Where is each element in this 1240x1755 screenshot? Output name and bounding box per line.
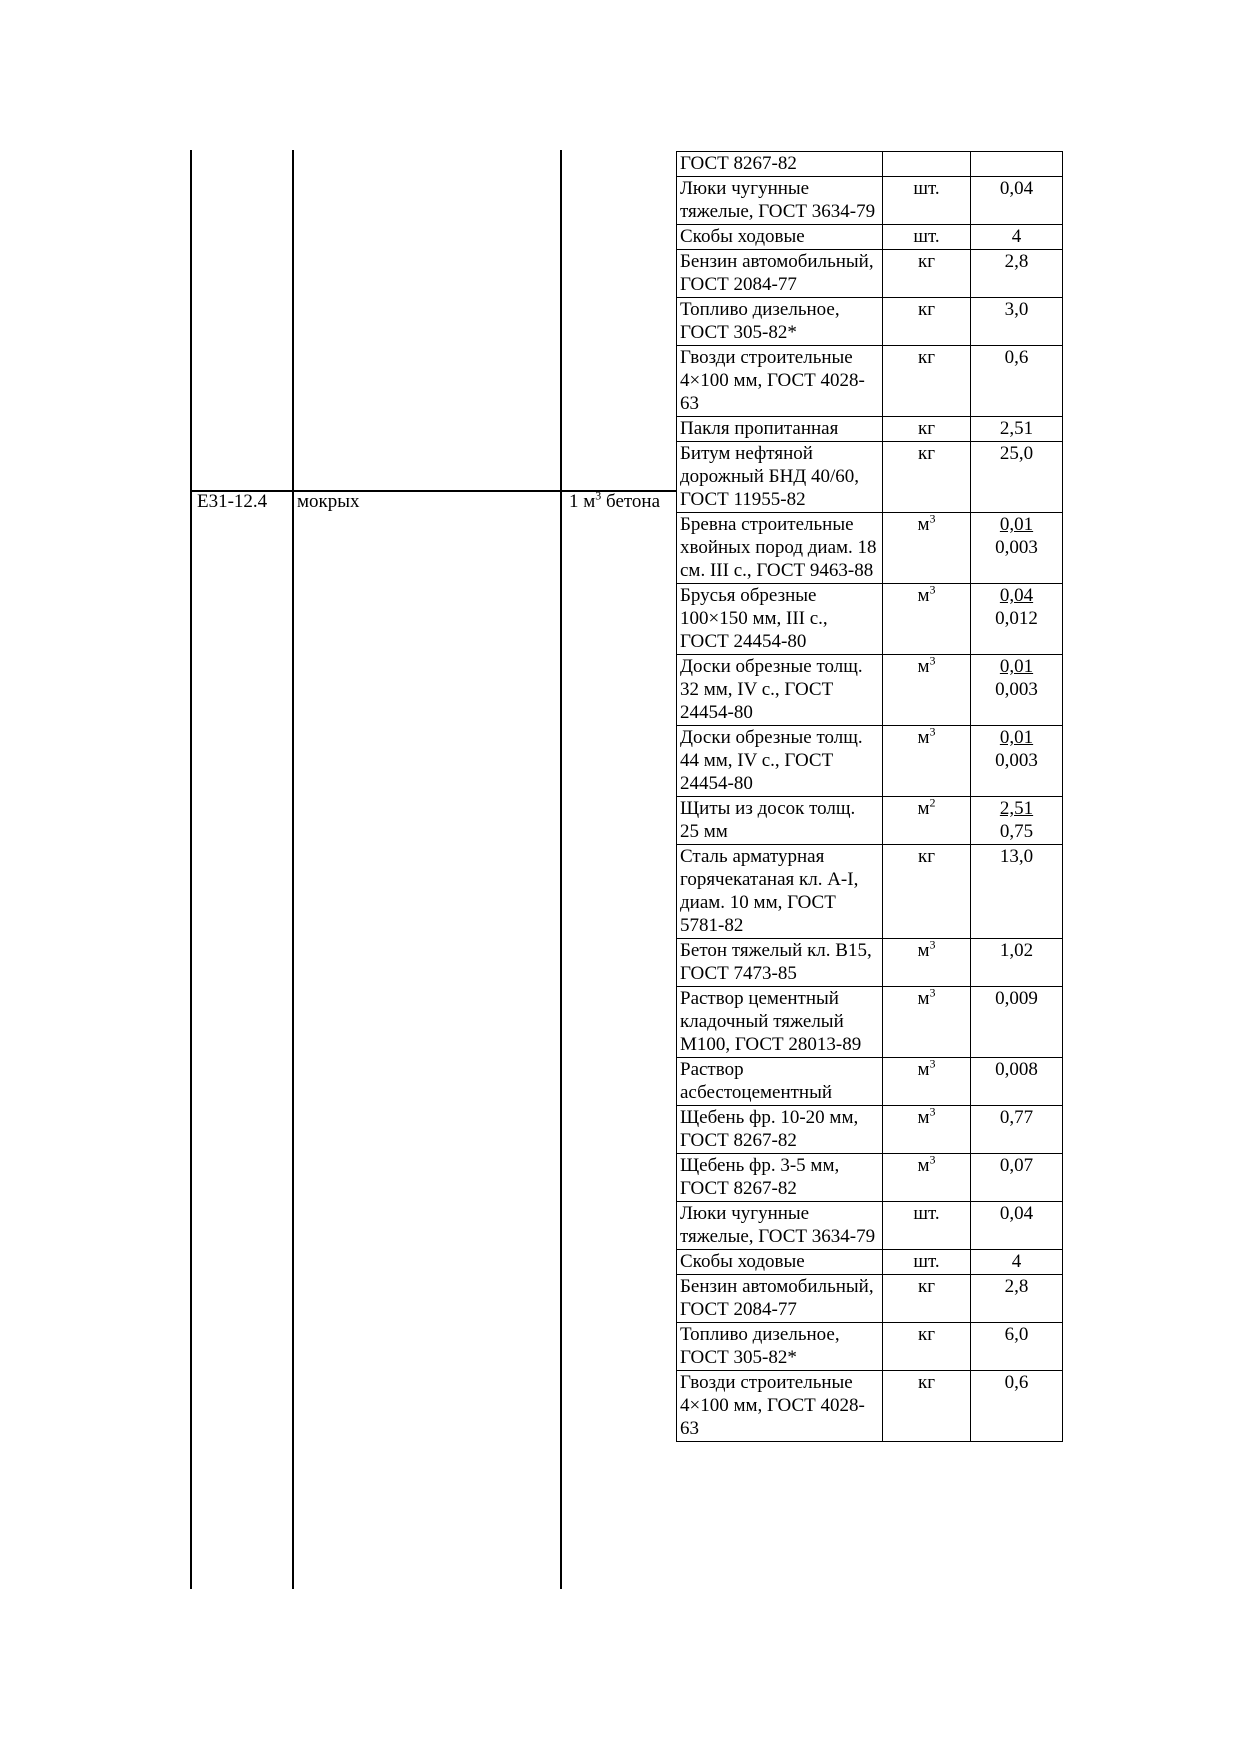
material-unit: $м^3$: [883, 655, 971, 726]
material-quantity-secondary: 0,012: [995, 608, 1038, 629]
material-quantity: 0,6: [971, 346, 1063, 417]
table-border-left: [190, 150, 192, 1589]
material-row: [677, 513, 1063, 584]
continuation-row: [677, 225, 1063, 250]
material-name: Гвозди строительные 4×100 мм, ГОСТ 4028-63: [677, 1371, 883, 1442]
material-quantity: 0,009: [971, 987, 1063, 1058]
material-name: Люки чугунные тяжелые, ГОСТ 3634-79: [677, 177, 883, 225]
material-row: [677, 1154, 1063, 1202]
material-name: Топливо дизельное, ГОСТ 305-82*: [677, 298, 883, 346]
material-name: Топливо дизельное, ГОСТ 305-82*: [677, 1323, 883, 1371]
material-row: [677, 1275, 1063, 1323]
continuation-row: [677, 417, 1063, 442]
material-quantity: 0,04: [971, 1202, 1063, 1250]
material-row: [677, 1106, 1063, 1154]
material-quantity: 3,0: [971, 298, 1063, 346]
material-name: Скобы ходовые: [677, 225, 883, 250]
continuation-row: [677, 250, 1063, 298]
continuation-row: [677, 298, 1063, 346]
material-name: Гвозди строительные 4×100 мм, ГОСТ 4028-63: [677, 346, 883, 417]
material-quantity: 0,01 0,003: [971, 726, 1063, 797]
material-row: [677, 1202, 1063, 1250]
material-unit: $м^3$: [883, 1058, 971, 1106]
material-name: Раствор цементный кладочный тяжелый М100, ГОСТ 28013-89: [677, 987, 883, 1058]
material-unit: шт.: [883, 177, 971, 225]
material-row: [677, 1371, 1063, 1442]
material-name: Пакля пропитанная: [677, 417, 883, 442]
material-quantity: 4: [971, 1250, 1063, 1275]
material-row: [677, 1058, 1063, 1106]
material-name: Бензин автомобильный, ГОСТ 2084-77: [677, 1275, 883, 1323]
material-quantity-secondary: 0,003: [995, 537, 1038, 558]
material-name: ГОСТ 8267-82: [677, 152, 883, 177]
continuation-row: [677, 177, 1063, 225]
material-quantity-secondary: 0,003: [995, 679, 1038, 700]
material-unit: $м^3$: [883, 987, 971, 1058]
material-unit: [883, 152, 971, 177]
material-name: Люки чугунные тяжелые, ГОСТ 3634-79: [677, 1202, 883, 1250]
material-quantity-secondary: 0,003: [995, 750, 1038, 771]
material-unit: кг: [883, 1371, 971, 1442]
material-name: Щебень фр. 10-20 мм, ГОСТ 8267-82: [677, 1106, 883, 1154]
entry-code: Е31-12.4: [197, 491, 268, 512]
material-quantity: 0,07: [971, 1154, 1063, 1202]
column-divider-code: [292, 150, 294, 1589]
material-unit: кг: [883, 845, 971, 939]
material-row: [677, 1250, 1063, 1275]
material-quantity: 2,51 0,75: [971, 797, 1063, 845]
material-row: [677, 1323, 1063, 1371]
material-quantity: 2,8: [971, 1275, 1063, 1323]
material-name: Бетон тяжелый кл. В15, ГОСТ 7473-85: [677, 939, 883, 987]
material-name: Бензин автомобильный, ГОСТ 2084-77: [677, 250, 883, 298]
material-quantity-secondary: 0,75: [999, 821, 1034, 842]
material-name: Брусья обрезные 100×150 мм, III с., ГОСТ 24454-80: [677, 584, 883, 655]
material-name: Щебень фр. 3-5 мм, ГОСТ 8267-82: [677, 1154, 883, 1202]
material-unit: кг: [883, 442, 971, 513]
material-row: [677, 655, 1063, 726]
material-unit: кг: [883, 298, 971, 346]
material-row: [677, 726, 1063, 797]
material-unit: кг: [883, 417, 971, 442]
material-unit: кг: [883, 1323, 971, 1371]
material-name: Битум нефтяной дорожный БНД 40/60, ГОСТ 11955-82: [677, 442, 883, 513]
material-unit: $м^3$: [883, 939, 971, 987]
material-name: Бревна строительные хвойных пород диам. 18 см. III с., ГОСТ 9463-88: [677, 513, 883, 584]
material-quantity: 0,77: [971, 1106, 1063, 1154]
column-divider-description: [560, 150, 562, 1589]
material-row: [677, 797, 1063, 845]
material-unit: шт.: [883, 1202, 971, 1250]
material-unit: кг: [883, 346, 971, 417]
continuation-row: [677, 152, 1063, 177]
material-unit: $м^3$: [883, 1106, 971, 1154]
material-unit: кг: [883, 1275, 971, 1323]
material-name: Доски обрезные толщ. 32 мм, IV с., ГОСТ 24454-80: [677, 655, 883, 726]
material-quantity: [971, 152, 1063, 177]
material-quantity: 2,51: [971, 417, 1063, 442]
material-quantity: 6,0: [971, 1323, 1063, 1371]
material-quantity: 0,008: [971, 1058, 1063, 1106]
entry-description: мокрых: [297, 491, 360, 512]
material-name: Сталь арматурная горячекатаная кл. А-I, диам. 10 мм, ГОСТ 5781-82: [677, 845, 883, 939]
material-row: [677, 987, 1063, 1058]
material-quantity: 0,01 0,003: [971, 513, 1063, 584]
material-quantity: 13,0: [971, 845, 1063, 939]
material-quantity: 0,6: [971, 1371, 1063, 1442]
material-quantity: 0,04: [971, 177, 1063, 225]
material-row: [677, 584, 1063, 655]
material-row: [677, 442, 1063, 513]
material-quantity: 1,02: [971, 939, 1063, 987]
material-name: Скобы ходовые: [677, 1250, 883, 1275]
material-name: Щиты из досок толщ. 25 мм: [677, 797, 883, 845]
material-quantity: 0,01 0,003: [971, 655, 1063, 726]
material-name: Доски обрезные толщ. 44 мм, IV с., ГОСТ 24454-80: [677, 726, 883, 797]
material-unit: $м^2$: [883, 797, 971, 845]
material-unit: $м^3$: [883, 726, 971, 797]
material-quantity: 0,04 0,012: [971, 584, 1063, 655]
material-row: [677, 845, 1063, 939]
material-unit: шт.: [883, 1250, 971, 1275]
continuation-row: [677, 346, 1063, 417]
material-unit: кг: [883, 250, 971, 298]
entry-measure-unit: 1 $м^3$ бетона: [569, 488, 661, 512]
material-row: [677, 939, 1063, 987]
material-quantity: 25,0: [971, 442, 1063, 513]
material-quantity: 4: [971, 225, 1063, 250]
materials-table: [676, 151, 1063, 1442]
material-name: Раствор асбестоцементный: [677, 1058, 883, 1106]
material-unit: $м^3$: [883, 584, 971, 655]
material-quantity: 2,8: [971, 250, 1063, 298]
material-unit: $м^3$: [883, 1154, 971, 1202]
material-unit: шт.: [883, 225, 971, 250]
material-unit: $м^3$: [883, 513, 971, 584]
